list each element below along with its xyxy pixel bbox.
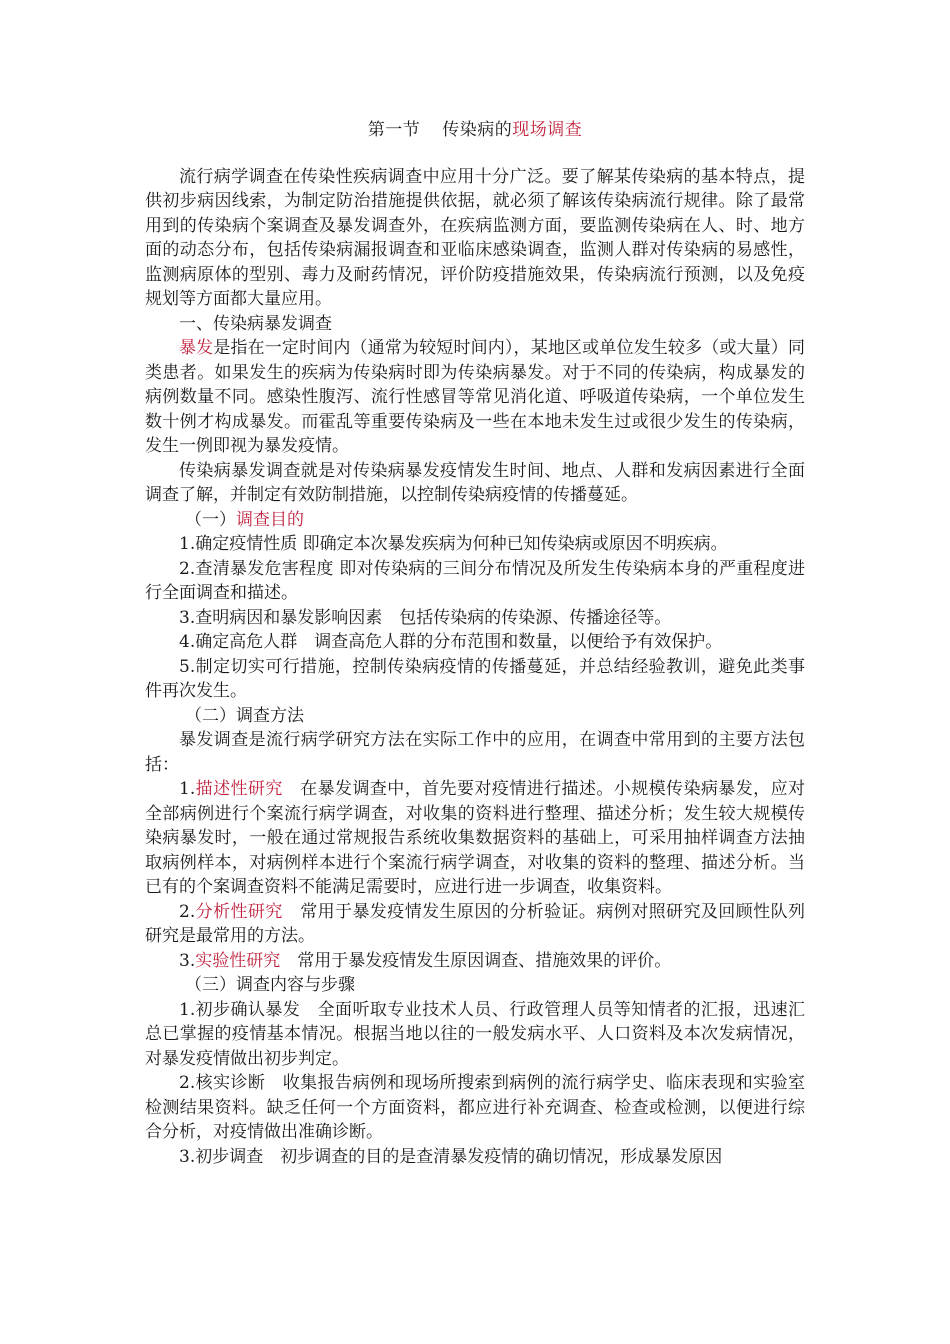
- item-text: 在暴发调查中，首先要对疫情进行描述。小规模传染病暴发，应对全部病例进行个案流行病学调查，对收集的资料进行整理、描述分析；发生较大规模传染病暴发时，一般在通过常规报告系统收集数据资料的基础上，可采用抽样调查方法抽取病例样本，对病例样本进行个案流行病学调查，对收集的资料的整理、描述分析。当已有的个案调查资料不能满足需要时，应进行进一步调查，收集资料。: [145, 779, 805, 897]
- item-text: 即确定本次暴发疾病为何种已知传染病或原因不明疾病。: [302, 534, 728, 554]
- item-number: 5.: [179, 656, 196, 677]
- item-term: 确定高危人群: [195, 632, 298, 652]
- purpose-item: [145, 532, 805, 557]
- method-item: [145, 900, 805, 949]
- purpose-heading-prefix: （一）: [185, 509, 236, 530]
- step-item: [145, 998, 805, 1072]
- purpose-item: [145, 557, 805, 606]
- item-number: 2.: [179, 558, 196, 579]
- outbreak-term-link[interactable]: 暴发: [179, 338, 214, 358]
- item-number: 2.: [179, 901, 196, 922]
- purpose-item: [145, 630, 805, 655]
- item-term: 确定疫情性质: [195, 534, 298, 554]
- item-term: 初步确认暴发: [195, 999, 301, 1020]
- methods-heading: （二）调查方法: [185, 705, 304, 726]
- methods-intro: 暴发调查是流行病学研究方法在实际工作中的应用，在调查中常用到的主要方法包括：: [145, 730, 805, 775]
- outbreak-definition: [145, 336, 805, 459]
- step-item: [145, 1071, 805, 1145]
- item-term: 初步调查: [195, 1146, 264, 1167]
- title-mid: 传染病的: [442, 120, 513, 140]
- item-text: 即对传染病的三间分布情况及所发生传染病本身的严重程度进行全面调查和描述。: [145, 558, 806, 603]
- item-number: 1.: [179, 999, 196, 1020]
- item-text: 全面听取专业技术人员、行政管理人员等知情者的汇报，迅速汇总已掌握的疫情基本情况。根据当地以往的一般发病水平、人口资料及本次发病情况，对暴发疫情做出初步判定。: [145, 999, 805, 1069]
- purpose-item: [145, 606, 805, 631]
- purpose-heading: [145, 508, 805, 533]
- steps-heading: （三）调查内容与步骤: [185, 975, 355, 995]
- item-text: 初步调查的目的是查清暴发疫情的确切情况，形成暴发原因: [280, 1146, 723, 1167]
- item-number: 3.: [179, 950, 196, 971]
- purpose-heading-link[interactable]: 调查目的: [236, 509, 304, 530]
- intro-paragraph: 流行病学调查在传染性疾病调查中应用十分广泛。要了解某传染病的基本特点，提供初步病因线索，为制定防治措施提供依据，就必须了解该传染病流行规律。除了最常用到的传染病个案调查及暴发调查外，在疾病监测方面，要监测传染病在人、时、地方面的动态分布，包括传染病漏报调查和亚临床感染调查，监测人群对传染病的易感性，监测病原体的型别、毒力及耐药情况，评价防疫措施效果，传染病流行预测，以及免疫规划等方面都大量应用。: [145, 166, 805, 309]
- document-page: [145, 118, 805, 1169]
- step-item: [145, 1145, 805, 1170]
- item-term: 查明病因和暴发影响因素: [195, 607, 383, 628]
- title-prefix: 第一节: [367, 120, 421, 140]
- section-title: [145, 118, 805, 143]
- item-term: 查清暴发危害程度: [195, 558, 334, 579]
- method-item: [145, 949, 805, 974]
- item-number: 2.: [179, 1073, 196, 1093]
- analytic-study-link[interactable]: 分析性研究: [195, 901, 283, 922]
- item-text: 收集报告病例和现场所搜索到病例的流行病学史、临床表现和实验室检测结果资料。缺乏任何一个方面资料，都应进行补充调查、检查或检测，以便进行综合分析，对疫情做出准确诊断。: [145, 1073, 805, 1142]
- item-term: 核实诊断: [195, 1073, 266, 1093]
- section1-heading: 一、传染病暴发调查: [179, 313, 332, 334]
- descriptive-study-link[interactable]: 描述性研究: [195, 779, 283, 799]
- outbreak-definition-text: 是指在一定时间内（通常为较短时间内），某地区或单位发生较多（或大量）同类患者。如果发生的疾病为传染病时即为传染病暴发。对于不同的传染病，构成暴发的病例数量不同。感染性腹泻、流行性感冒等常见消化道、呼吸道传染病，一个单位发生数十例才构成暴发。而霍乱等重要传染病及一些在本地未发生过或很少发生的传染病，发生一例即视为暴发疫情。: [145, 338, 806, 456]
- title-highlight-link[interactable]: 现场调查: [512, 120, 583, 140]
- item-text: 调查高危人群的分布范围和数量，以便给予有效保护。: [314, 632, 723, 652]
- item-number: 1.: [179, 534, 196, 554]
- item-text: 包括传染病的传染源、传播途径等。: [399, 607, 672, 628]
- item-number: 3.: [179, 607, 196, 628]
- item-text: 常用于暴发疫情发生原因的分析验证。病例对照研究及回顾性队列研究是最常用的方法。: [145, 901, 805, 946]
- purpose-item: [145, 655, 805, 704]
- experimental-study-link[interactable]: 实验性研究: [195, 950, 281, 971]
- item-number: 1.: [179, 779, 196, 799]
- method-item: [145, 777, 805, 900]
- item-text: 常用于暴发疫情发生原因调查、措施效果的评价。: [297, 950, 672, 971]
- outbreak-summary: 传染病暴发调查就是对传染病暴发疫情发生时间、地点、人群和发病因素进行全面调查了解，并制定有效防制措施，以控制传染病疫情的传播蔓延。: [145, 460, 805, 505]
- item-text: 制定切实可行措施，控制传染病疫情的传播蔓延，并总结经验教训，避免此类事件再次发生。: [145, 656, 805, 701]
- item-number: 4.: [179, 632, 196, 652]
- item-number: 3.: [179, 1146, 196, 1167]
